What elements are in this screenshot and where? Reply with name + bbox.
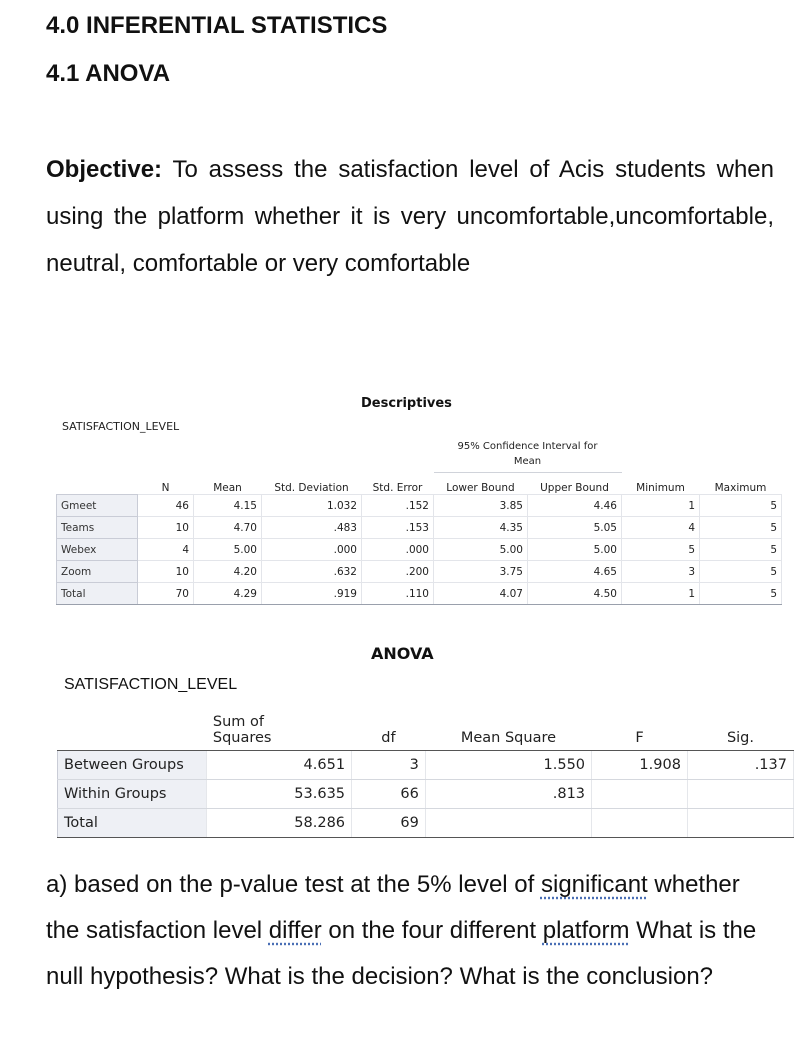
table-cell: .813 bbox=[425, 780, 591, 809]
table-cell bbox=[592, 780, 688, 809]
row-label: Within Groups bbox=[58, 780, 207, 809]
row-label: Zoom bbox=[57, 561, 138, 583]
table-cell: 1.550 bbox=[425, 751, 591, 780]
table-row bbox=[57, 583, 782, 605]
row-label: Gmeet bbox=[57, 495, 138, 517]
anova-column-header: df bbox=[352, 698, 426, 751]
table-cell: .153 bbox=[362, 517, 434, 539]
descriptives-column-header: Std. Deviation bbox=[274, 482, 349, 494]
table-cell: 4.70 bbox=[194, 517, 262, 539]
table-cell: 5.00 bbox=[528, 539, 622, 561]
table-cell bbox=[425, 809, 591, 838]
table-cell: 4.29 bbox=[194, 583, 262, 605]
table-cell: 4.46 bbox=[528, 495, 622, 517]
spellcheck-word: differ bbox=[268, 917, 322, 944]
table-cell: 1.908 bbox=[592, 751, 688, 780]
ci-header: 95% Confidence Interval for Mean bbox=[434, 436, 622, 473]
table-cell: 4 bbox=[138, 539, 194, 561]
question-paragraph: a) based on the p-value test at the 5% level of significant whether the satisfaction level differ on the four different platform What is the null hypothesis? What is the decision? What is the conclusion? bbox=[46, 871, 757, 990]
anova-column-header: Sum of Squares bbox=[207, 698, 352, 751]
table-cell: 10 bbox=[138, 517, 194, 539]
subsection-heading: 4.1 ANOVA bbox=[46, 60, 171, 87]
table-cell: 1.032 bbox=[262, 495, 362, 517]
table-cell: 5 bbox=[622, 539, 700, 561]
table-cell: 3 bbox=[622, 561, 700, 583]
descriptives-column-header: Mean bbox=[213, 482, 242, 494]
table-cell bbox=[687, 780, 793, 809]
table-cell: 10 bbox=[138, 561, 194, 583]
descriptives-column-header: Std. Error bbox=[372, 482, 423, 494]
table-cell: 3.85 bbox=[434, 495, 528, 517]
anova-variable: SATISFACTION_LEVEL bbox=[64, 676, 238, 693]
table-cell: 66 bbox=[352, 780, 426, 809]
section-heading: 4.0 INFERENTIAL STATISTICS bbox=[46, 12, 388, 39]
descriptives-column-header: Upper Bound bbox=[540, 482, 609, 494]
descriptives-column-header: Lower Bound bbox=[446, 482, 515, 494]
table-cell: 4.20 bbox=[194, 561, 262, 583]
spellcheck-word: significant bbox=[540, 871, 648, 898]
table-cell: 3 bbox=[352, 751, 426, 780]
table-cell: 70 bbox=[138, 583, 194, 605]
table-cell bbox=[592, 809, 688, 838]
table-cell: 3.75 bbox=[434, 561, 528, 583]
table-cell: .000 bbox=[362, 539, 434, 561]
anova-table bbox=[57, 698, 794, 838]
table-cell: 4.50 bbox=[528, 583, 622, 605]
spellcheck-word: platform bbox=[542, 917, 630, 944]
descriptives-title: Descriptives bbox=[361, 396, 452, 411]
table-cell: .110 bbox=[362, 583, 434, 605]
row-label: Teams bbox=[57, 517, 138, 539]
table-cell: 58.286 bbox=[207, 809, 352, 838]
table-row bbox=[58, 751, 794, 780]
table-cell: 69 bbox=[352, 809, 426, 838]
objective-label: Objective: bbox=[46, 156, 163, 183]
table-cell: 5.05 bbox=[528, 517, 622, 539]
descriptives-column-header: Maximum bbox=[714, 482, 767, 494]
table-cell: 4.35 bbox=[434, 517, 528, 539]
table-cell: 5 bbox=[700, 539, 782, 561]
descriptives-column-header: Minimum bbox=[636, 482, 685, 494]
anova-title: ANOVA bbox=[371, 644, 434, 663]
table-cell: .919 bbox=[262, 583, 362, 605]
table-cell: 1 bbox=[622, 495, 700, 517]
table-cell: 46 bbox=[138, 495, 194, 517]
table-row bbox=[57, 495, 782, 517]
anova-column-header: Mean Square bbox=[425, 698, 591, 751]
anova-column-header: Sig. bbox=[687, 698, 793, 751]
descriptives-column-header bbox=[57, 473, 138, 495]
objective-paragraph bbox=[46, 146, 774, 287]
table-cell: .152 bbox=[362, 495, 434, 517]
descriptives-variable: SATISFACTION_LEVEL bbox=[62, 420, 180, 433]
table-cell: .137 bbox=[687, 751, 793, 780]
row-label: Between Groups bbox=[58, 751, 207, 780]
table-cell: .632 bbox=[262, 561, 362, 583]
table-cell: 4.651 bbox=[207, 751, 352, 780]
table-cell: 53.635 bbox=[207, 780, 352, 809]
row-label: Total bbox=[58, 809, 207, 838]
table-cell: 4.15 bbox=[194, 495, 262, 517]
table-cell: 4.65 bbox=[528, 561, 622, 583]
table-row bbox=[57, 517, 782, 539]
table-row bbox=[57, 561, 782, 583]
table-cell: .000 bbox=[262, 539, 362, 561]
table-cell: 5 bbox=[700, 583, 782, 605]
table-row bbox=[57, 539, 782, 561]
table-cell: .483 bbox=[262, 517, 362, 539]
table-cell: 5 bbox=[700, 561, 782, 583]
table-cell: 5 bbox=[700, 517, 782, 539]
table-cell: 5.00 bbox=[434, 539, 528, 561]
anova-column-header: F bbox=[592, 698, 688, 751]
table-cell: 1 bbox=[622, 583, 700, 605]
row-label: Total bbox=[57, 583, 138, 605]
row-label: Webex bbox=[57, 539, 138, 561]
anova-column-header bbox=[58, 698, 207, 751]
table-cell: 4 bbox=[622, 517, 700, 539]
table-row bbox=[58, 809, 794, 838]
table-cell: 5.00 bbox=[194, 539, 262, 561]
table-row bbox=[58, 780, 794, 809]
objective-text: To assess the satisfaction level of Acis students when using the platform whether it is very uncomfortable,uncomfortable, neutral, comfortable or very comfortable bbox=[46, 156, 774, 277]
descriptives-column-header: N bbox=[161, 482, 170, 494]
table-cell: .200 bbox=[362, 561, 434, 583]
table-cell bbox=[687, 809, 793, 838]
table-cell: 5 bbox=[700, 495, 782, 517]
table-cell: 4.07 bbox=[434, 583, 528, 605]
descriptives-table bbox=[56, 436, 782, 605]
